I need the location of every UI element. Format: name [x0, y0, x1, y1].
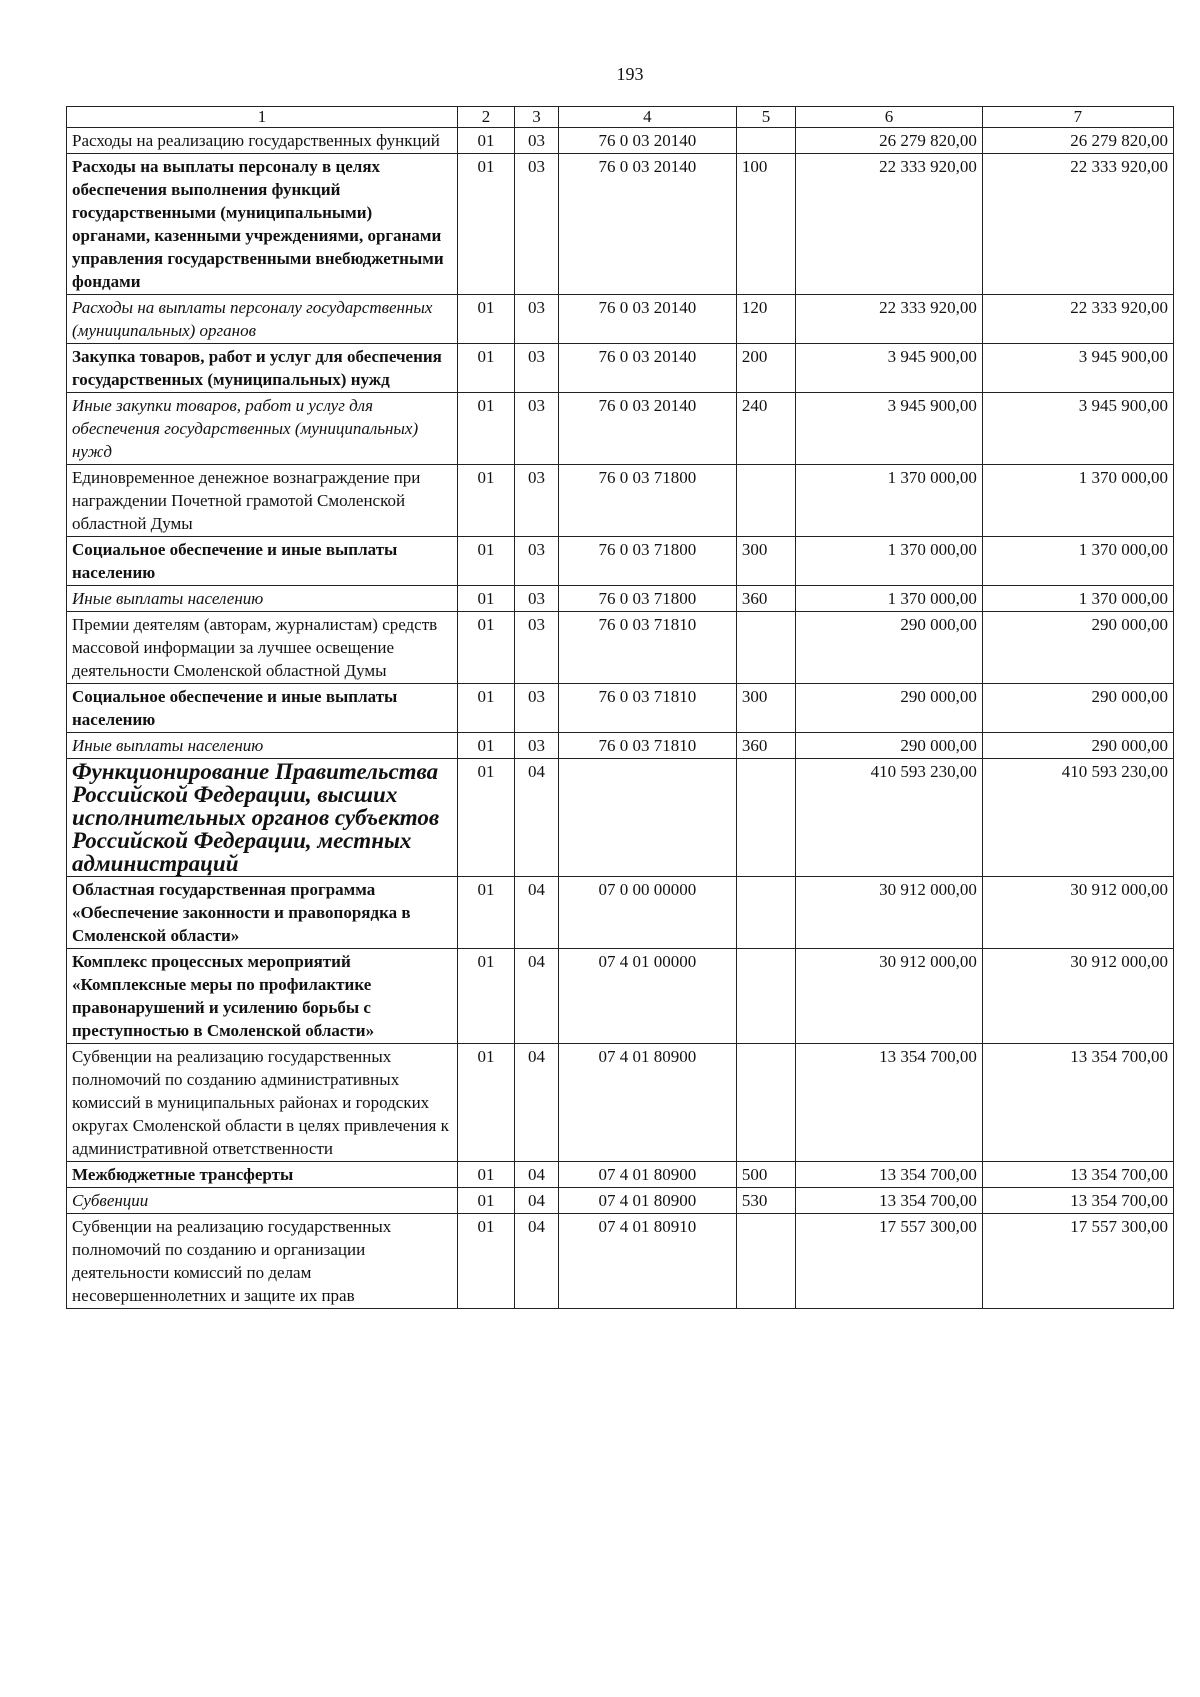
amount-year-2: 22 333 920,00 — [982, 154, 1173, 295]
subsection-code: 04 — [515, 1044, 559, 1162]
table-row — [67, 295, 1174, 344]
amount-year-1: 1 370 000,00 — [796, 537, 983, 586]
expense-type-code — [736, 759, 795, 877]
section-code: 01 — [457, 877, 514, 949]
target-article-code: 76 0 03 20140 — [558, 344, 736, 393]
amount-year-2: 1 370 000,00 — [982, 586, 1173, 612]
subsection-code: 03 — [515, 393, 559, 465]
table-row — [67, 537, 1174, 586]
target-article-code: 76 0 03 20140 — [558, 128, 736, 154]
target-article-code: 76 0 03 71810 — [558, 684, 736, 733]
amount-year-1: 30 912 000,00 — [796, 949, 983, 1044]
table-row — [67, 154, 1174, 295]
amount-year-2: 13 354 700,00 — [982, 1188, 1173, 1214]
amount-year-1: 22 333 920,00 — [796, 295, 983, 344]
header-row — [67, 107, 1174, 128]
table-row — [67, 877, 1174, 949]
budget-table — [66, 106, 1174, 1309]
page-number: 193 — [616, 64, 644, 84]
item-name: Иные выплаты населению — [67, 586, 458, 612]
column-header: 5 — [736, 107, 795, 128]
expense-type-code — [736, 1044, 795, 1162]
expense-type-code — [736, 1214, 795, 1309]
amount-year-1: 3 945 900,00 — [796, 344, 983, 393]
section-code: 01 — [457, 1044, 514, 1162]
amount-year-1: 290 000,00 — [796, 684, 983, 733]
expense-type-code: 530 — [736, 1188, 795, 1214]
section-code: 01 — [457, 465, 514, 537]
subsection-code: 04 — [515, 1188, 559, 1214]
amount-year-1: 26 279 820,00 — [796, 128, 983, 154]
item-name: Социальное обеспечение и иные выплаты населению — [67, 537, 458, 586]
section-code: 01 — [457, 612, 514, 684]
amount-year-1: 22 333 920,00 — [796, 154, 983, 295]
item-name: Иные закупки товаров, работ и услуг для обеспечения государственных (муниципальных) нужд — [67, 393, 458, 465]
table-row — [67, 1214, 1174, 1309]
section-code: 01 — [457, 586, 514, 612]
table-row — [67, 1162, 1174, 1188]
item-name: Субвенции — [67, 1188, 458, 1214]
subsection-code: 04 — [515, 1214, 559, 1309]
section-code: 01 — [457, 128, 514, 154]
expense-type-code — [736, 128, 795, 154]
amount-year-2: 30 912 000,00 — [982, 949, 1173, 1044]
item-name: Единовременное денежное вознаграждение при награждении Почетной грамотой Смоленской областной Думы — [67, 465, 458, 537]
subsection-code: 03 — [515, 586, 559, 612]
subsection-code: 03 — [515, 733, 559, 759]
amount-year-1: 1 370 000,00 — [796, 586, 983, 612]
target-article-code: 76 0 03 71800 — [558, 586, 736, 612]
item-name: Закупка товаров, работ и услуг для обеспечения государственных (муниципальных) нужд — [67, 344, 458, 393]
expense-type-code: 360 — [736, 733, 795, 759]
amount-year-2: 290 000,00 — [982, 612, 1173, 684]
item-name: Расходы на выплаты персоналу государственных (муниципальных) органов — [67, 295, 458, 344]
item-name: Областная государственная программа «Обеспечение законности и правопорядка в Смоленской области» — [67, 877, 458, 949]
column-header: 4 — [558, 107, 736, 128]
target-article-code: 07 4 01 80900 — [558, 1188, 736, 1214]
amount-year-2: 17 557 300,00 — [982, 1214, 1173, 1309]
section-code: 01 — [457, 733, 514, 759]
amount-year-2: 13 354 700,00 — [982, 1044, 1173, 1162]
amount-year-2: 30 912 000,00 — [982, 877, 1173, 949]
table-row — [67, 612, 1174, 684]
table-row — [67, 759, 1174, 877]
table-row — [67, 586, 1174, 612]
item-name: Межбюджетные трансферты — [67, 1162, 458, 1188]
amount-year-1: 410 593 230,00 — [796, 759, 983, 877]
target-article-code: 76 0 03 20140 — [558, 154, 736, 295]
item-name: Социальное обеспечение и иные выплаты населению — [67, 684, 458, 733]
item-name: Субвенции на реализацию государственных полномочий по созданию административных комиссий в муниципальных районах и городских округах Смоленской области в целях привлечения к административной ответственности — [67, 1044, 458, 1162]
table-row — [67, 393, 1174, 465]
section-code: 01 — [457, 393, 514, 465]
item-name: Расходы на выплаты персоналу в целях обеспечения выполнения функций государственными (муниципальными) органами, казенными учреждениями, органами управления государственными внебюджетными фондами — [67, 154, 458, 295]
target-article-code: 76 0 03 71800 — [558, 537, 736, 586]
target-article-code: 76 0 03 71800 — [558, 465, 736, 537]
target-article-code: 07 4 01 80910 — [558, 1214, 736, 1309]
column-header: 6 — [796, 107, 983, 128]
section-code: 01 — [457, 759, 514, 877]
expense-type-code: 120 — [736, 295, 795, 344]
subsection-code: 04 — [515, 759, 559, 877]
item-name: Комплекс процессных мероприятий «Комплексные меры по профилактике правонарушений и усилению борьбы с преступностью в Смоленской области» — [67, 949, 458, 1044]
section-code: 01 — [457, 295, 514, 344]
subsection-code: 03 — [515, 465, 559, 537]
subsection-code: 03 — [515, 537, 559, 586]
subsection-code: 04 — [515, 877, 559, 949]
expense-type-code — [736, 465, 795, 537]
subsection-code: 03 — [515, 295, 559, 344]
subsection-code: 03 — [515, 154, 559, 295]
amount-year-2: 22 333 920,00 — [982, 295, 1173, 344]
target-article-code: 76 0 03 20140 — [558, 393, 736, 465]
amount-year-2: 290 000,00 — [982, 733, 1173, 759]
column-header: 7 — [982, 107, 1173, 128]
amount-year-1: 290 000,00 — [796, 733, 983, 759]
target-article-code: 76 0 03 71810 — [558, 612, 736, 684]
expense-type-code: 240 — [736, 393, 795, 465]
target-article-code: 07 0 00 00000 — [558, 877, 736, 949]
table-row — [67, 1044, 1174, 1162]
expense-type-code: 300 — [736, 537, 795, 586]
expense-type-code: 100 — [736, 154, 795, 295]
table-row — [67, 465, 1174, 537]
table-row — [67, 128, 1174, 154]
amount-year-1: 13 354 700,00 — [796, 1162, 983, 1188]
item-name: Иные выплаты населению — [67, 733, 458, 759]
section-code: 01 — [457, 1214, 514, 1309]
expense-type-code — [736, 877, 795, 949]
subsection-code: 03 — [515, 612, 559, 684]
amount-year-1: 30 912 000,00 — [796, 877, 983, 949]
table-body — [67, 128, 1174, 1309]
amount-year-2: 3 945 900,00 — [982, 344, 1173, 393]
column-header: 1 — [67, 107, 458, 128]
target-article-code: 07 4 01 80900 — [558, 1044, 736, 1162]
amount-year-2: 290 000,00 — [982, 684, 1173, 733]
item-name: Расходы на реализацию государственных функций — [67, 128, 458, 154]
target-article-code: 76 0 03 71810 — [558, 733, 736, 759]
subsection-code: 04 — [515, 1162, 559, 1188]
amount-year-2: 13 354 700,00 — [982, 1162, 1173, 1188]
item-name: Премии деятелям (авторам, журналистам) средств массовой информации за лучшее освещение деятельности Смоленской областной Думы — [67, 612, 458, 684]
amount-year-1: 13 354 700,00 — [796, 1188, 983, 1214]
expense-type-code: 360 — [736, 586, 795, 612]
section-code: 01 — [457, 537, 514, 586]
target-article-code: 07 4 01 80900 — [558, 1162, 736, 1188]
table-row — [67, 949, 1174, 1044]
column-header: 2 — [457, 107, 514, 128]
amount-year-2: 410 593 230,00 — [982, 759, 1173, 877]
section-code: 01 — [457, 344, 514, 393]
table-row — [67, 1188, 1174, 1214]
column-header: 3 — [515, 107, 559, 128]
subsection-code: 03 — [515, 128, 559, 154]
item-name: Субвенции на реализацию государственных полномочий по созданию и организации деятельности комиссий по делам несовершеннолетних и защите их прав — [67, 1214, 458, 1309]
table-row — [67, 684, 1174, 733]
amount-year-1: 3 945 900,00 — [796, 393, 983, 465]
amount-year-2: 3 945 900,00 — [982, 393, 1173, 465]
table-row — [67, 733, 1174, 759]
subsection-code: 03 — [515, 684, 559, 733]
table-row — [67, 344, 1174, 393]
expense-type-code — [736, 612, 795, 684]
section-code: 01 — [457, 154, 514, 295]
expense-type-code: 200 — [736, 344, 795, 393]
amount-year-2: 1 370 000,00 — [982, 465, 1173, 537]
amount-year-2: 26 279 820,00 — [982, 128, 1173, 154]
section-code: 01 — [457, 1162, 514, 1188]
amount-year-1: 13 354 700,00 — [796, 1044, 983, 1162]
target-article-code: 07 4 01 00000 — [558, 949, 736, 1044]
target-article-code: 76 0 03 20140 — [558, 295, 736, 344]
expense-type-code: 300 — [736, 684, 795, 733]
amount-year-1: 17 557 300,00 — [796, 1214, 983, 1309]
expense-type-code — [736, 949, 795, 1044]
subsection-code: 04 — [515, 949, 559, 1044]
amount-year-1: 290 000,00 — [796, 612, 983, 684]
section-code: 01 — [457, 1188, 514, 1214]
expense-type-code: 500 — [736, 1162, 795, 1188]
subsection-code: 03 — [515, 344, 559, 393]
amount-year-1: 1 370 000,00 — [796, 465, 983, 537]
section-code: 01 — [457, 684, 514, 733]
target-article-code — [558, 759, 736, 877]
amount-year-2: 1 370 000,00 — [982, 537, 1173, 586]
item-name: Функционирование Правительства Российской Федерации, высших исполнительных органов субъектов Российской Федерации, местных администраций — [67, 759, 458, 877]
section-code: 01 — [457, 949, 514, 1044]
